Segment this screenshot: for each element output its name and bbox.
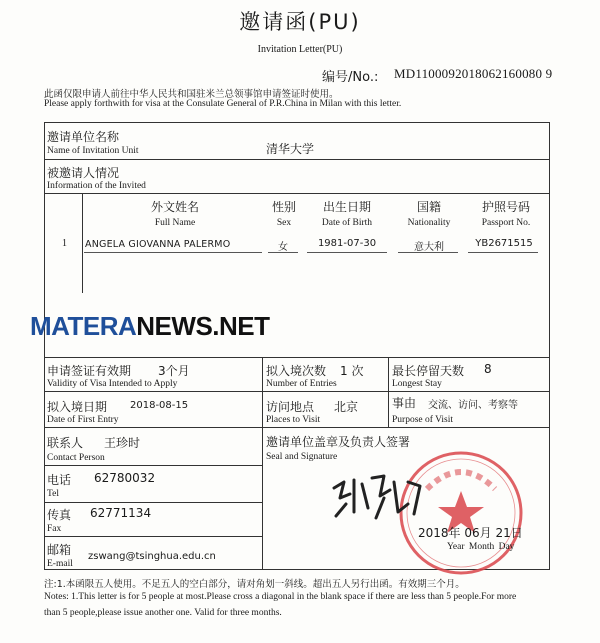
row-nationality: 意大利 xyxy=(414,242,444,253)
col-dob-en: Date of Birth xyxy=(321,218,373,228)
entries-value: 1 次 xyxy=(340,364,364,378)
row-fullname: ANGELA GIOVANNA PALERMO xyxy=(85,239,231,250)
col-fullname-cn: 外文姓名 xyxy=(150,200,199,214)
col-passport-en: Passport No. xyxy=(481,218,531,228)
validity-label-cn: 申请签证有效期 xyxy=(47,364,132,378)
purpose-value: 交流、访问、考察等 xyxy=(428,400,518,411)
entries-label-en: Number of Entries xyxy=(266,379,337,389)
tel-label-en: Tel xyxy=(47,489,59,499)
entry-date-label-cn: 拟入境日期 xyxy=(47,400,108,414)
watermark-part1: MATERA xyxy=(30,311,137,341)
notice-en: Please apply forthwith for visa at the Consulate General of P.R.China in Milan with this letter. xyxy=(44,99,402,109)
fax-label-en: Fax xyxy=(47,524,62,534)
watermark-logo xyxy=(30,311,270,342)
stay-value: 8 xyxy=(484,362,492,376)
handwritten-signature xyxy=(328,468,428,528)
places-label-en: Places to Visit xyxy=(266,415,321,425)
purpose-label-cn: 事由 xyxy=(392,396,417,410)
seal-label-cn: 邀请单位盖章及负责人签署 xyxy=(266,435,411,449)
col-sex-en: Sex xyxy=(276,218,292,228)
entry-date-value: 2018-08-15 xyxy=(130,400,189,411)
notes-cn: 注:1.本函限五人使用。不足五人的空白部分，请对角划一斜线。超出五人另行出函。有效期三个月。 xyxy=(44,579,465,590)
validity-value: 3个月 xyxy=(158,364,190,378)
col-passport-cn: 护照号码 xyxy=(481,200,530,214)
stay-label-cn: 最长停留天数 xyxy=(392,364,465,378)
inviting-unit-label-en: Name of Invitation Unit xyxy=(47,146,139,156)
col-nationality-en: Nationality xyxy=(407,218,451,228)
places-label-cn: 访问地点 xyxy=(266,400,315,414)
purpose-label-en: Purpose of Visit xyxy=(392,415,454,425)
entries-label-cn: 拟入境次数 xyxy=(266,364,327,378)
email-value: zswang@tsinghua.edu.cn xyxy=(88,551,216,562)
row-sex: 女 xyxy=(278,242,288,253)
notes-en-line2: than 5 people,please issue another one. Valid for three months. xyxy=(44,608,282,618)
notes-en-line1: Notes: 1.This letter is for 5 people at most.Please cross a diagonal in the blank space if there are less than 5 people.For more xyxy=(44,592,517,602)
number-label: 编号/No.: xyxy=(322,70,379,85)
document-subtitle: Invitation Letter(PU) xyxy=(257,44,343,55)
col-dob-cn: 出生日期 xyxy=(322,200,371,214)
invited-label-cn: 被邀请人情况 xyxy=(47,166,120,180)
validity-label-en: Validity of Visa Intended to Apply xyxy=(47,379,178,389)
seal-date-value: 2018年 06月 21日 xyxy=(418,526,523,540)
row-dob: 1981-07-30 xyxy=(317,238,377,249)
email-label-cn: 邮箱 xyxy=(47,543,72,557)
number-value: MD1100092018062160080 9 xyxy=(394,66,553,81)
col-nationality-cn: 国籍 xyxy=(416,200,441,214)
tel-label-cn: 电话 xyxy=(47,473,72,487)
seal-date-label-en: Year Month Day xyxy=(447,542,515,552)
row-index: 1 xyxy=(62,238,67,249)
fax-label-cn: 传真 xyxy=(47,508,72,522)
inviting-unit-label-cn: 邀请单位名称 xyxy=(47,130,120,144)
fax-value: 62771134 xyxy=(90,506,152,520)
document-title: 邀请函(PU) xyxy=(239,10,361,34)
email-label-en: E-mail xyxy=(47,559,73,569)
invited-label-en: Information of the Invited xyxy=(47,181,146,191)
notice-cn: 此函仅限申请人前往中华人民共和国驻米兰总领事馆申请签证时使用。 xyxy=(44,89,339,100)
stay-label-en: Longest Stay xyxy=(392,379,442,389)
watermark-part2: NEWS.NET xyxy=(136,311,270,341)
row-passport: YB2671515 xyxy=(475,238,533,249)
col-sex-cn: 性别 xyxy=(271,200,296,214)
entry-date-label-en: Date of First Entry xyxy=(47,415,119,425)
seal-label-en: Seal and Signature xyxy=(266,452,338,462)
tel-value: 62780032 xyxy=(94,471,156,485)
inviting-unit-value: 清华大学 xyxy=(266,142,315,156)
contact-person-value: 王珍时 xyxy=(104,436,141,450)
col-fullname-en: Full Name xyxy=(154,218,196,228)
contact-person-label-cn: 联系人 xyxy=(47,436,84,450)
contact-person-label-en: Contact Person xyxy=(47,453,105,463)
places-value: 北京 xyxy=(334,400,359,414)
